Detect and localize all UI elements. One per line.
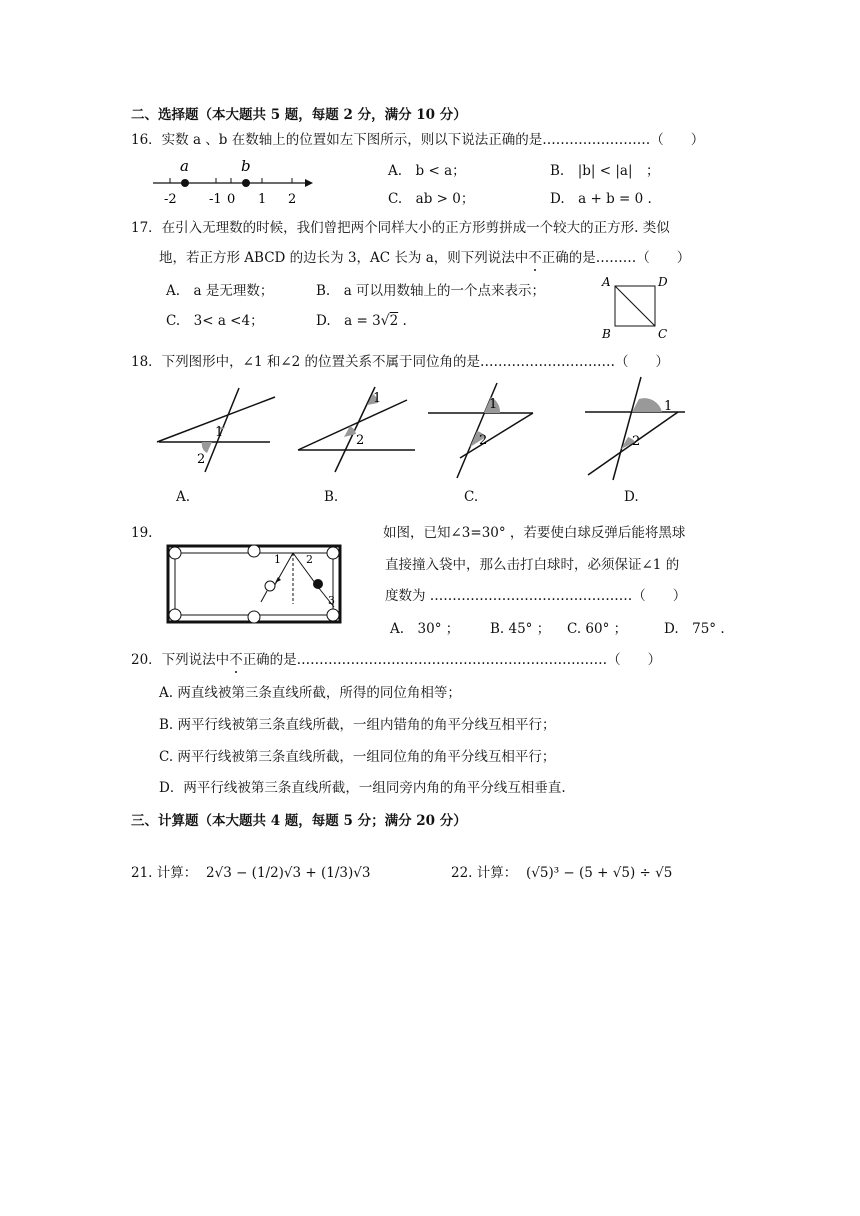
q16-option-b[interactable]: B. |b| < |a| ； bbox=[550, 163, 660, 179]
q16-option-d[interactable]: D. a + b = 0 . bbox=[550, 191, 652, 207]
svg-text:2: 2 bbox=[306, 553, 313, 566]
svg-text:1: 1 bbox=[489, 397, 498, 412]
q18-option-a[interactable]: A. bbox=[176, 489, 191, 505]
q19-line3: 度数为 ………………………………………（ ） bbox=[385, 588, 687, 604]
svg-text:1: 1 bbox=[274, 553, 281, 566]
svg-text:2: 2 bbox=[356, 433, 365, 448]
svg-text:2: 2 bbox=[479, 433, 488, 448]
q17-option-d[interactable]: D. a = 3√2 . bbox=[316, 313, 407, 329]
q20-option-d[interactable]: D．两平行线被第三条直线所截，一组同旁内角的角平分线互相垂直. bbox=[159, 780, 566, 796]
q21-label: 21. 计算： bbox=[131, 865, 198, 881]
svg-text:1: 1 bbox=[258, 192, 267, 207]
svg-text:2: 2 bbox=[197, 452, 206, 467]
q19-option-a[interactable]: A. 30° ； bbox=[390, 621, 460, 637]
q19-line2: 直接撞入袋中，那么击打白球时，必须保证∠1 的 bbox=[385, 557, 680, 573]
q18-stem: 18．下列图形中，∠1 和∠2 的位置关系不属于同位角的是…………………………（ ） bbox=[131, 354, 670, 370]
svg-text:C: C bbox=[658, 327, 668, 341]
svg-text:D: D bbox=[658, 275, 668, 289]
q18-figure-b bbox=[295, 382, 420, 477]
billiard-table-figure bbox=[166, 544, 344, 626]
q17-option-c[interactable]: C. 3< a <4； bbox=[166, 313, 264, 329]
svg-text:2: 2 bbox=[288, 192, 297, 207]
q18-option-c[interactable]: C. bbox=[464, 489, 479, 505]
q19-number: 19. bbox=[131, 525, 153, 541]
point-a bbox=[181, 179, 189, 187]
q18-option-d[interactable]: D. bbox=[624, 489, 639, 505]
q20-option-c[interactable]: C. 两平行线被第三条直线所截，一组同位角的角平分线互相平行； bbox=[159, 749, 556, 765]
svg-text:-2: -2 bbox=[164, 192, 177, 207]
q17-option-a[interactable]: A. a 是无理数； bbox=[166, 283, 274, 299]
svg-text:b: b bbox=[241, 157, 251, 175]
number-line bbox=[150, 158, 320, 210]
q19-line1: 如图，已知∠3=30° ，若要使白球反弹后能将黑球 bbox=[383, 525, 686, 541]
q19-option-d[interactable]: D. 75° . bbox=[664, 621, 725, 637]
q17-line1: 17．在引入无理数的时候，我们曾把两个同样大小的正方形剪拼成一个较大的正方形. 类似 bbox=[131, 220, 670, 236]
q20-stem: 20．下列说法中不正确的是……………………………………………………………（ ） bbox=[131, 652, 662, 668]
point-b bbox=[242, 179, 250, 187]
svg-text:2: 2 bbox=[632, 434, 641, 449]
svg-text:B: B bbox=[602, 327, 611, 341]
q19-option-c[interactable]: C. 60° ； bbox=[567, 621, 628, 637]
square-abcd-figure bbox=[600, 272, 670, 340]
svg-text:1: 1 bbox=[373, 391, 382, 406]
q22-label: 22. 计算： bbox=[451, 865, 518, 881]
q19-option-b[interactable]: B. 45° ； bbox=[490, 621, 551, 637]
section-title: 二、选择题（本大题共 5 题，每题 2 分，满分 10 分） bbox=[131, 107, 467, 123]
section-title-3: 三、计算题（本大题共 4 题，每题 5 分；满分 20 分） bbox=[131, 813, 467, 829]
q22-expression: (√5)³ − (5 + √5) ÷ √5 bbox=[526, 865, 673, 881]
q21-expression: 2√3 − (1/2)√3 + (1/3)√3 bbox=[206, 865, 371, 881]
q17-line2: 地，若正方形 ABCD 的边长为 3，AC 长为 a，则下列说法中不正确的是………（ ） bbox=[159, 250, 691, 266]
q18-option-b[interactable]: B. bbox=[324, 489, 339, 505]
svg-text:A: A bbox=[602, 275, 611, 289]
q16-option-a[interactable]: A. b < a； bbox=[388, 163, 466, 179]
q18-figure-c bbox=[425, 378, 540, 483]
q17-option-b[interactable]: B. a 可以用数轴上的一个点来表示； bbox=[316, 283, 546, 299]
svg-text:0: 0 bbox=[227, 192, 236, 207]
svg-text:1: 1 bbox=[215, 425, 224, 440]
svg-text:-1: -1 bbox=[209, 192, 222, 207]
q18-figure-a bbox=[155, 380, 280, 475]
q20-option-b[interactable]: B. 两平行线被第三条直线所截，一组内错角的角平分线互相平行； bbox=[159, 717, 556, 733]
q18-figure-d bbox=[583, 375, 693, 480]
svg-text:1: 1 bbox=[664, 399, 673, 414]
q16-option-c[interactable]: C. ab > 0； bbox=[388, 191, 475, 207]
svg-text:a: a bbox=[180, 157, 189, 175]
svg-text:3: 3 bbox=[328, 594, 335, 607]
q20-option-a[interactable]: A. 两直线被第三条直线所截，所得的同位角相等； bbox=[159, 685, 461, 701]
q16-stem: 16．实数 a 、b 在数轴上的位置如左下图所示，则以下说法正确的是……………………（ ） bbox=[131, 132, 705, 148]
